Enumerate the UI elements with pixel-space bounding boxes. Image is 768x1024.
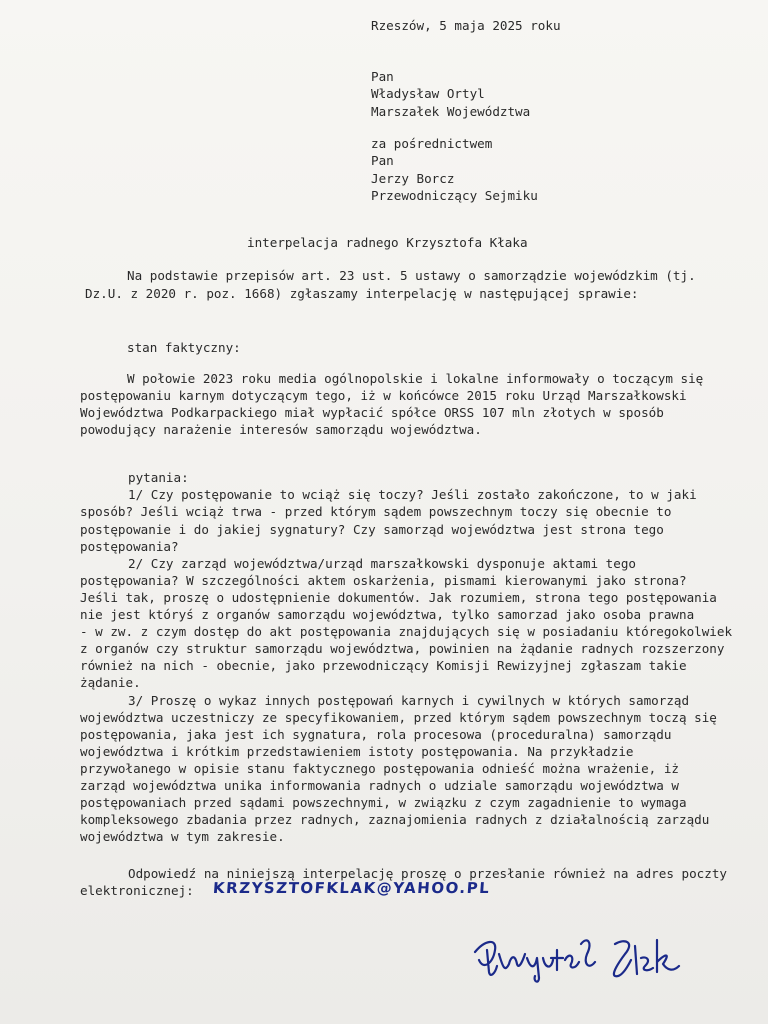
facts-line: Województwa Podkarpackiego miał wypłacić spółce ORSS 107 mln złotych w sposób	[80, 405, 664, 420]
closing-line: Odpowiedź na niniejszą interpelację proszę o przesłanie również na adres poczty	[128, 866, 727, 881]
question-3-line: zarząd województwa unika informowania radnych o udziale samorządu województwa w	[80, 778, 679, 793]
facts-line: powodujący narażenie interesów samorządu województwa.	[80, 422, 482, 437]
signature	[465, 930, 725, 990]
question-3-line: postępowaniach przed sądami powszechnymi, w związku z czym zagadnienie to wymaga	[80, 795, 687, 810]
question-2-line: postępowania? W szczególności aktem oskarżenia, pismami kierowanymi jako strona?	[80, 573, 687, 588]
question-2-line: - w zw. z czym dostęp do akt postępowania znajdujących się w posiadaniu któregokolwiek	[80, 624, 733, 639]
intro-line: Na podstawie przepisów art. 23 ust. 5 ustawy o samorządzie wojewódzkim (tj.	[127, 268, 696, 283]
closing-line: elektronicznej:	[80, 883, 194, 898]
question-2-line: żądanie.	[80, 675, 141, 690]
question-2-line: 2/ Czy zarząd województwa/urząd marszałkowski dysponuje aktami tego	[128, 556, 636, 571]
question-2-line: Jeśli tak, proszę o udostępnienie dokumentów. Jak rozumiem, strona tego postępowania	[80, 590, 717, 605]
question-3-line: województwa i krótkim przedstawieniem istoty postępowania. Na przykładzie	[80, 744, 634, 759]
via-name: Jerzy Borcz	[371, 171, 455, 186]
document-title: interpelacja radnego Krzysztofa Kłaka	[247, 235, 528, 250]
question-2-line: z organów czy struktur samorządu województwa, powinien na żądanie radnych rozszerzony	[80, 641, 725, 656]
recipient-line: Pan	[371, 69, 394, 84]
question-3-line: 3/ Proszę o wykaz innych postępowań karnych i cywilnych w których samorząd	[128, 693, 690, 708]
facts-line: W połowie 2023 roku media ogólnopolskie i lokalne informowały o toczącym się	[127, 371, 704, 386]
question-3-line: postępowania, jaka jest ich sygnatura, rola procesowa (proceduralna) samorządu	[80, 727, 672, 742]
question-3-line: kompleksowego zbadania przez radnych, zaznajomienia radnych z działalnością zarządu	[80, 812, 710, 827]
recipient-role: Marszałek Województwa	[371, 104, 531, 119]
question-1-line: postępowania?	[80, 539, 179, 554]
via-line: za pośrednictwem	[371, 136, 493, 151]
question-2-line: również na nich - obecnie, jako przewodniczący Komisji Rewizyjnej zgłaszam takie	[80, 658, 687, 673]
recipient-name: Władysław Ortyl	[371, 86, 485, 101]
via-role: Przewodniczący Sejmiku	[371, 188, 538, 203]
questions-heading: pytania:	[128, 470, 189, 485]
facts-heading: stan faktyczny:	[127, 340, 241, 355]
question-2-line: nie jest któryś z organów samorządu województwa, tylko samorzad jako osoba prawna	[80, 607, 695, 622]
question-1-line: postępowanie i do jakiej sygnatury? Czy samorząd województwa jest strona tego	[80, 522, 664, 537]
question-3-line: województwa uczestniczy ze specyfikowaniem, przed którym sądem powszechnym toczą się	[80, 710, 717, 725]
place-date: Rzeszów, 5 maja 2025 roku	[371, 18, 561, 33]
handwritten-email: KRZYSZTOFKLAK@YAHOO.PL	[212, 879, 491, 897]
question-1-line: 1/ Czy postępowanie to wciąż się toczy? Jeśli zostało zakończone, to w jaki	[128, 487, 697, 502]
question-3-line: województwa w tym zakresie.	[80, 829, 285, 844]
question-1-line: sposób? Jeśli wciąż trwa - przed którym sądem powszechnym toczy się obecnie to	[80, 504, 672, 519]
intro-line: Dz.U. z 2020 r. poz. 1668) zgłaszamy interpelację w następującej sprawie:	[85, 286, 639, 301]
question-3-line: przywołanego w opisie stanu faktycznego postępowania odnieść można wrażenie, iż	[80, 761, 679, 776]
via-line: Pan	[371, 153, 394, 168]
facts-line: postępowaniu karnym dotyczącym tego, iż w końcówce 2015 roku Urząd Marszałkowski	[80, 388, 687, 403]
